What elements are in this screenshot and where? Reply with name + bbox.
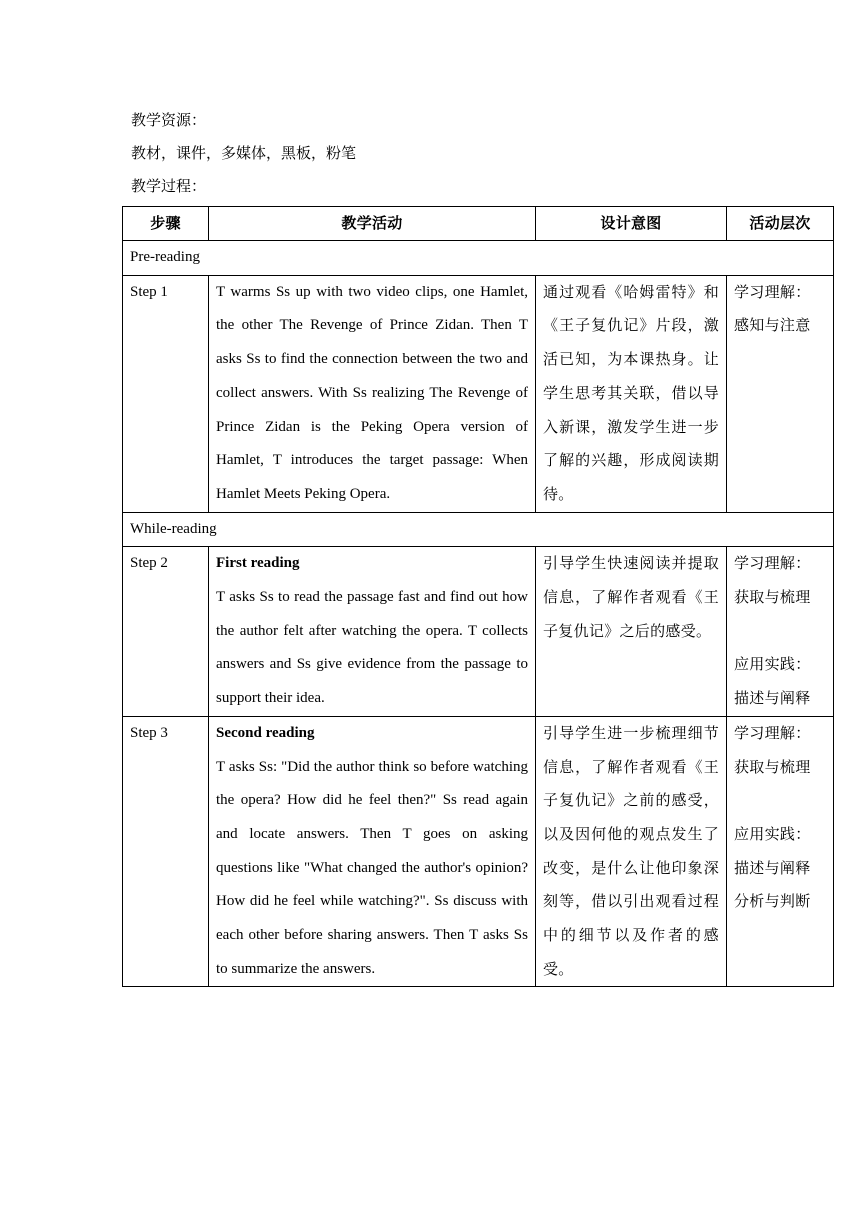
intent-cell: 引导学生进一步梳理细节信息，了解作者观看《王子复仇记》之前的感受，以及因何他的观点发生了改变，是什么让他印象深刻等，借以引出观看过程中的细节以及作者的感受。 <box>536 716 727 987</box>
teaching-process-table <box>122 206 834 987</box>
table-header-row <box>123 207 834 241</box>
table-row <box>123 716 834 987</box>
phase-row-pre-reading <box>123 241 834 276</box>
level-line: 应用实践： <box>734 824 811 843</box>
intent-cell: 引导学生快速阅读并提取信息，了解作者观看《王子复仇记》之后的感受。 <box>536 547 727 717</box>
level-line: 分析与判断 <box>734 892 811 911</box>
step-cell: Step 1 <box>123 275 209 512</box>
activity-title: Second reading <box>216 724 315 741</box>
level-cell <box>727 547 834 717</box>
header-activity: 教学活动 <box>209 207 536 241</box>
level-line: 学习理解： <box>734 723 811 742</box>
level-line: 应用实践： <box>734 655 811 674</box>
step-cell: Step 2 <box>123 547 209 717</box>
level-cell <box>727 275 834 512</box>
level-line: 获取与梳理 <box>734 757 811 776</box>
step-cell: Step 3 <box>123 716 209 987</box>
phase-row-while-reading <box>123 512 834 547</box>
level-line: 描述与阐释 <box>734 858 811 877</box>
process-label: 教学过程： <box>131 179 207 195</box>
activity-text: T asks Ss: "Did the author think so before watching the opera? How did he feel then?" Ss read again and locate answers. Then T goes on asking questions like "What changed the author's opinion? How did he feel while watching?". Ss discuss with each other before sharing answers. Then T asks Ss to summarize the answers. <box>216 758 528 977</box>
activity-cell <box>209 275 536 512</box>
activity-text: T warms Ss up with two video clips, one Hamlet, the other The Revenge of Prince Zidan. Then T asks Ss to find the connection between the two and collect answers. With Ss realizing The Revenge of Prince Zidan is the Peking Opera version of Hamlet, T introduces the target passage: When Hamlet Meets Peking Opera. <box>216 283 528 502</box>
activity-cell <box>209 716 536 987</box>
header-intent: 设计意图 <box>536 207 727 241</box>
level-line: 学习理解： <box>734 554 811 573</box>
level-line: 学习理解： <box>734 282 811 301</box>
resources-text: 教材，课件，多媒体，黑板，粉笔 <box>131 146 357 162</box>
level-cell <box>727 716 834 987</box>
level-line: 获取与梳理 <box>734 588 811 607</box>
intro-section <box>131 105 356 204</box>
phase-label-while-reading: While-reading <box>123 512 834 547</box>
phase-label-pre-reading: Pre-reading <box>123 241 834 276</box>
activity-title: First reading <box>216 555 300 572</box>
table-row <box>123 275 834 512</box>
level-line: 描述与阐释 <box>734 689 811 708</box>
intent-cell: 通过观看《哈姆雷特》和《王子复仇记》片段，激活已知，为本课热身。让学生思考其关联，借以导入新课，激发学生进一步了解的兴趣，形成阅读期待。 <box>536 275 727 512</box>
resources-label: 教学资源： <box>131 113 207 129</box>
activity-cell <box>209 547 536 717</box>
header-step: 步骤 <box>123 207 209 241</box>
activity-text: T asks Ss to read the passage fast and find out how the author felt after watching the opera. T collects answers and Ss give evidence from the passage to support their idea. <box>216 589 528 707</box>
header-level: 活动层次 <box>727 207 834 241</box>
table-row <box>123 547 834 717</box>
level-line: 感知与注意 <box>734 316 811 335</box>
